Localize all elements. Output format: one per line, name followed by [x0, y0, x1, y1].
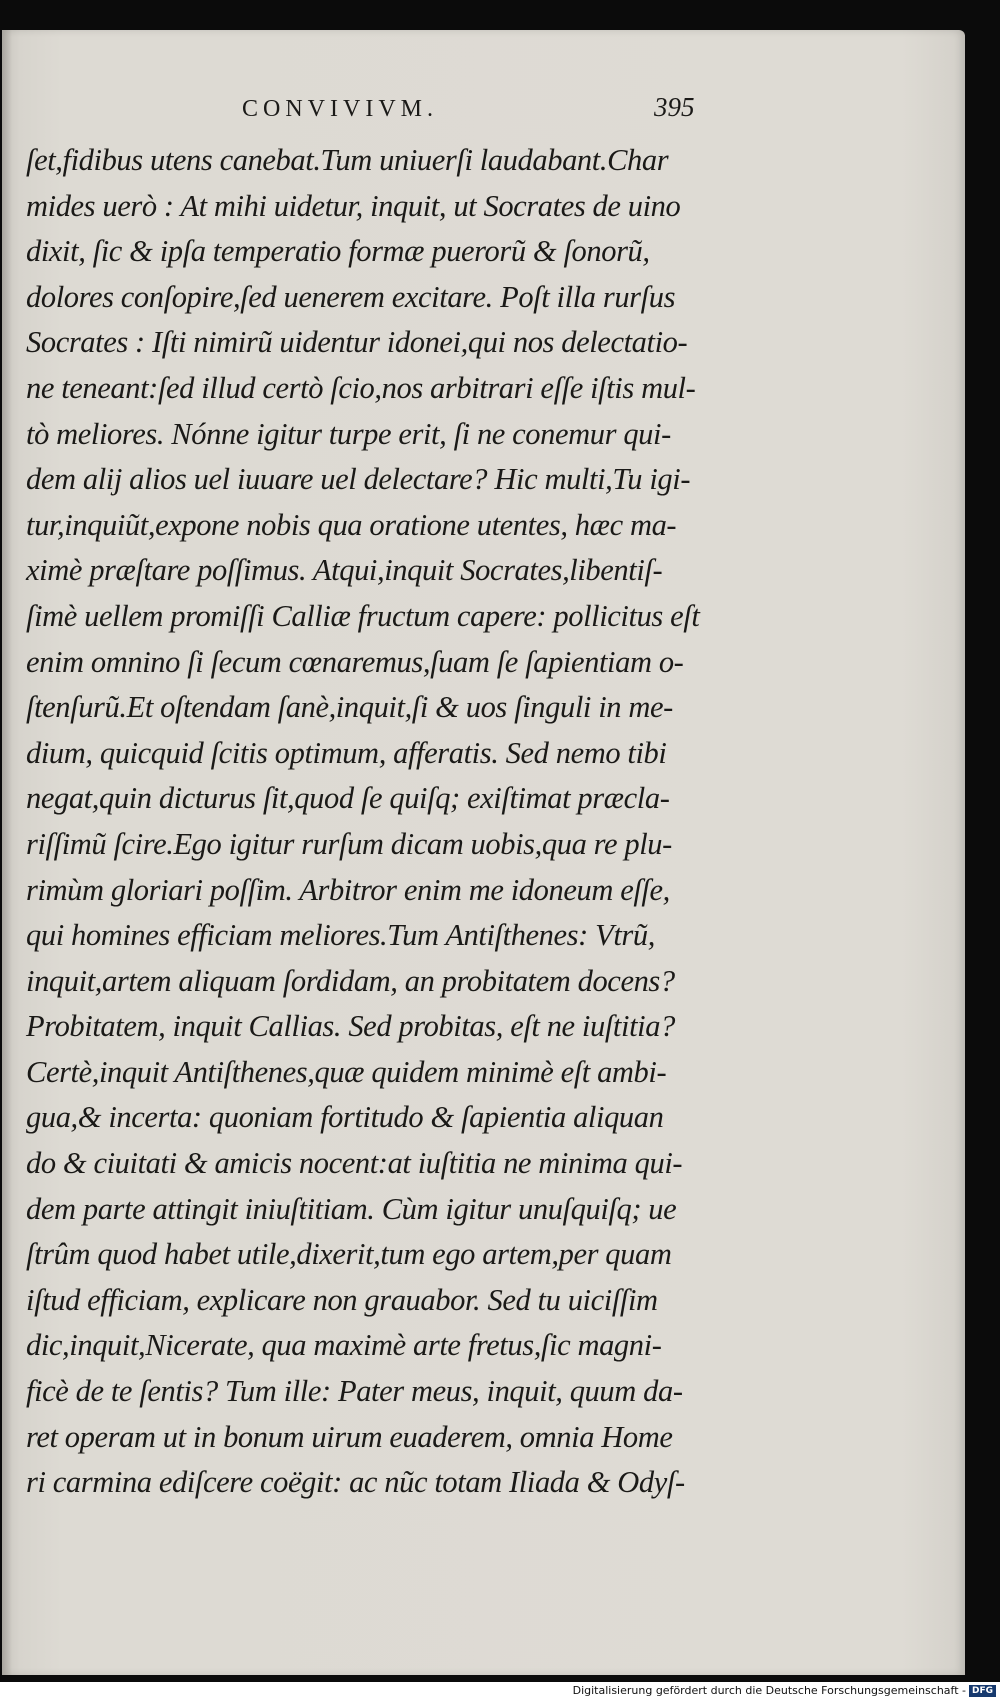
text-line: ret operam ut in bonum uirum euaderem, omnia Home [26, 1419, 673, 1454]
text-line: dium, quicquid ſcitis optimum, afferatis. Sed nemo tibi [26, 735, 667, 770]
page-gutter-shadow [2, 30, 12, 1675]
text-line: rimùm gloriari poſſim. Arbitror enim me idoneum eſſe, [26, 872, 670, 907]
text-line: iſtud efficiam, explicare non grauabor. Sed tu uiciſſim [26, 1282, 658, 1317]
text-line: Socrates : Iſti nimirũ uidentur idonei,qui nos delectatio- [26, 325, 688, 360]
text-line: Certè,inquit Antiſthenes,quæ quidem minimè eſt ambi- [26, 1054, 667, 1089]
book-page [2, 30, 965, 1675]
text-line: mides uerò : At mihi uidetur, inquit, ut Socrates de uino [26, 188, 681, 223]
credit-text: Digitalisierung gefördert durch die Deutsche Forschungsgemeinschaft - [572, 1684, 966, 1697]
text-line: enim omnino ſi ſecum cœnaremus,ſuam ſe ſapientiam o- [26, 644, 684, 679]
text-line: dem parte attingit iniuſtitiam. Cùm igitur unuſquiſq; ue [26, 1191, 677, 1226]
text-line: ſtrûm quod habet utile,dixerit,tum ego artem,per quam [26, 1237, 672, 1272]
text-line: tò meliores. Nónne igitur turpe erit, ſi ne conemur qui- [26, 416, 671, 451]
running-head: CONVIVIVM. [242, 96, 438, 122]
text-line: ficè de te ſentis? Tum ille: Pater meus, inquit, quum da- [26, 1374, 683, 1409]
text-line: ſet,fidibus utens canebat.Tum uniuerſi laudabant.Char [26, 143, 669, 177]
text-line: ſtenſurũ.Et oſtendam ſanè,inquit,ſi & uos ſinguli in me- [26, 690, 673, 725]
text-line: Probitatem, inquit Callias. Sed probitas, eſt ne iuſtitia? [26, 1009, 675, 1044]
digitization-credit [573, 1684, 996, 1697]
text-line: ri carmina ediſcere coëgit: ac nũc totam Iliada & Odyſ- [26, 1465, 685, 1500]
text-line: tur,inquiũt,expone nobis qua oratione utentes, hæc ma- [26, 507, 677, 542]
text-line: ſimè uellem promiſſi Calliæ fructum capere: pollicitus eſt [26, 598, 700, 633]
text-line: qui homines efficiam meliores.Tum Antiſthenes: Vtrũ, [26, 918, 655, 953]
dfg-logo: DFG [969, 1685, 996, 1697]
text-line: riſſimũ ſcire.Ego igitur rurſum dicam uobis,qua re plu- [26, 826, 672, 861]
page-number: 395 [654, 92, 695, 122]
text-line: inquit,artem aliquam ſordidam, an probitatem docens? [26, 963, 675, 998]
text-line: dic,inquit,Nicerate, qua maximè arte fretus,ſic magni- [26, 1328, 662, 1363]
text-line: negat,quin dicturus ſit,quod ſe quiſq; exiſtimat præcla- [26, 781, 670, 816]
text-line: gua,& incerta: quoniam fortitudo & ſapientia aliquan [26, 1100, 664, 1135]
text-line: dolores conſopire,ſed uenerem excitare. Poſt illa rurſus [26, 279, 676, 314]
text-line: ne teneant:ſed illud certò ſcio,nos arbitrari eſſe iſtis mul- [26, 370, 696, 405]
text-line: do & ciuitati & amicis nocent:at iuſtitia ne minima qui- [26, 1146, 683, 1181]
text-line: ximè præſtare poſſimus. Atqui,inquit Socrates,libentiſ- [26, 553, 663, 588]
text-line: dem alij alios uel iuuare uel delectare? Hic multi,Tu igi- [26, 462, 691, 497]
text-block [26, 138, 746, 1506]
text-line: dixit, ſic & ipſa temperatio formæ puerorũ & ſonorũ, [26, 234, 650, 269]
